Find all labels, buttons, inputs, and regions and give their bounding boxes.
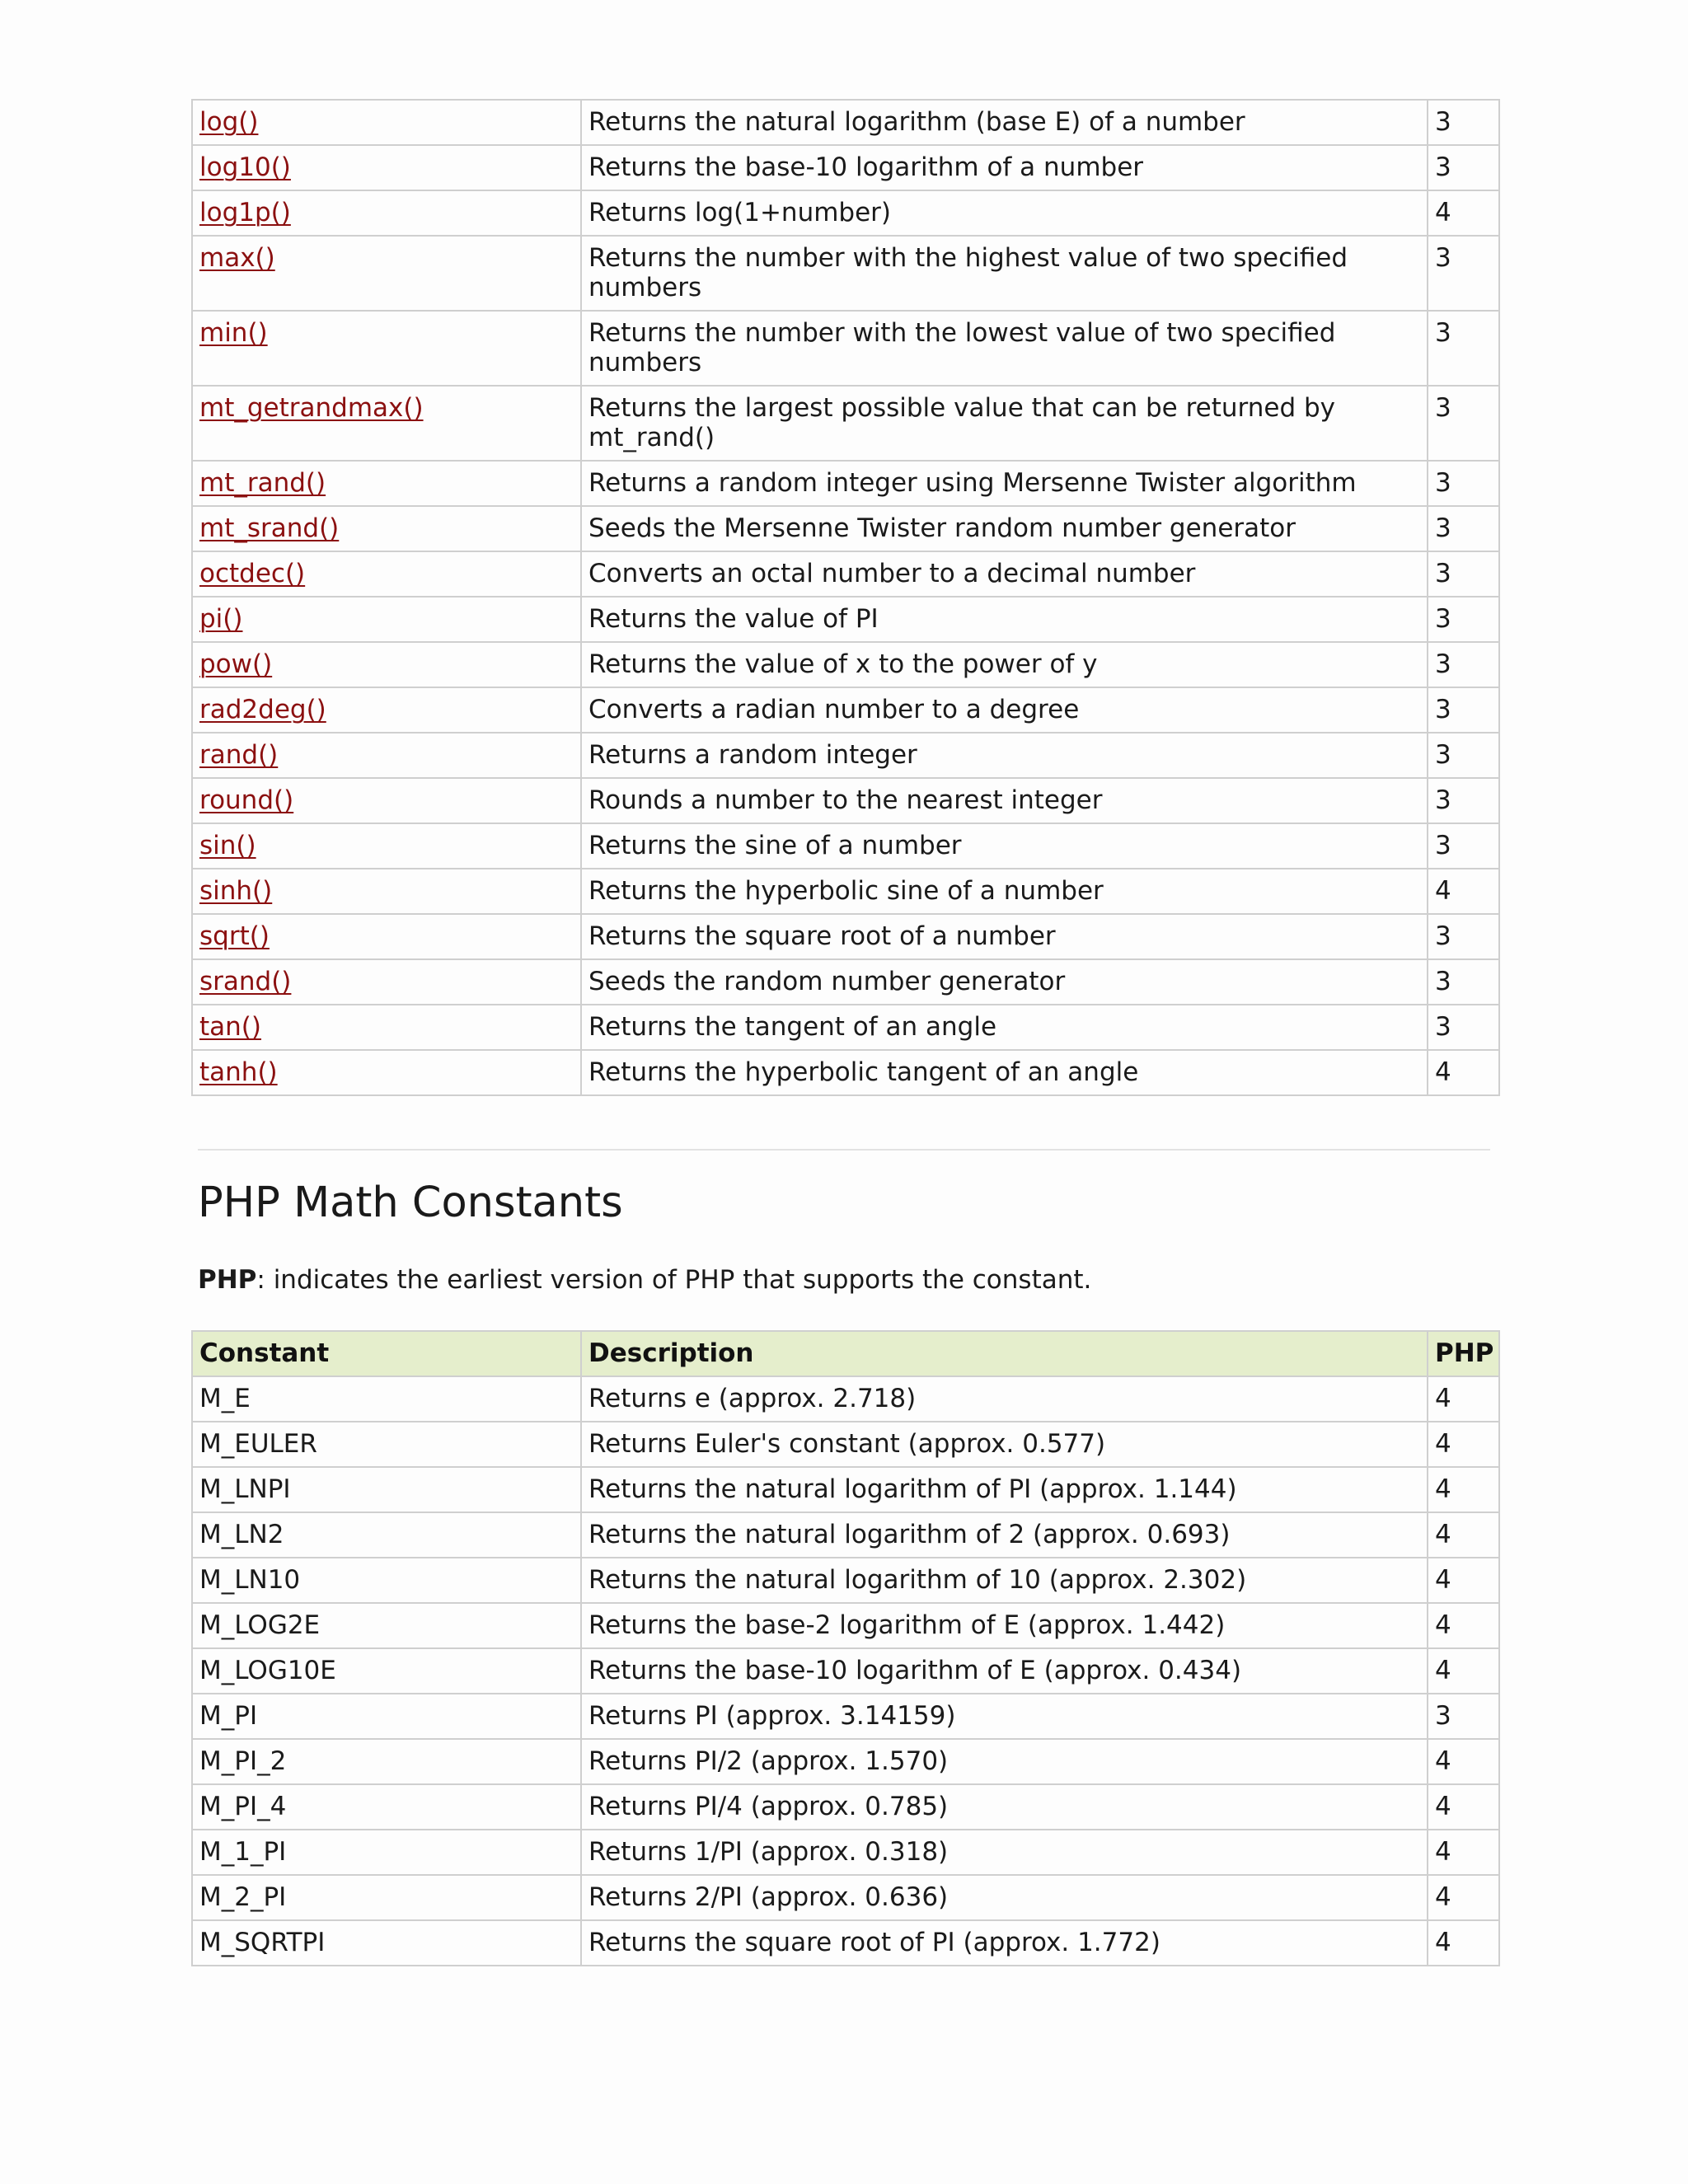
function-description-cell: Returns the value of x to the power of y	[581, 642, 1428, 687]
table-row	[192, 1694, 1499, 1739]
function-name-cell	[192, 823, 581, 869]
php-version-cell: 4	[1428, 1648, 1499, 1694]
php-version-cell: 3	[1428, 506, 1499, 551]
function-link[interactable]: mt_rand()	[199, 468, 326, 498]
table-row	[192, 1512, 1499, 1558]
php-version-cell: 3	[1428, 642, 1499, 687]
function-name-cell	[192, 311, 581, 386]
constant-name-cell: M_LNPI	[192, 1467, 581, 1512]
page-content	[191, 99, 1498, 1966]
function-link[interactable]: mt_srand()	[199, 513, 340, 543]
php-version-cell: 4	[1428, 869, 1499, 914]
table-header-row	[192, 1331, 1499, 1376]
function-description-cell: Returns a random integer using Mersenne Twister algorithm	[581, 461, 1428, 506]
header-description: Description	[581, 1331, 1428, 1376]
function-link[interactable]: mt_getrandmax()	[199, 393, 424, 423]
constant-name-cell: M_1_PI	[192, 1830, 581, 1875]
function-name-cell	[192, 236, 581, 311]
table-row	[192, 1422, 1499, 1467]
php-version-cell: 3	[1428, 236, 1499, 311]
php-note-label: PHP	[198, 1265, 257, 1295]
constant-description-cell: Returns the base-10 logarithm of E (approx. 0.434)	[581, 1648, 1428, 1694]
constant-name-cell: M_LOG10E	[192, 1648, 581, 1694]
constant-description-cell: Returns the square root of PI (approx. 1.772)	[581, 1920, 1428, 1966]
constant-description-cell: Returns the natural logarithm of 2 (approx. 0.693)	[581, 1512, 1428, 1558]
php-version-cell: 3	[1428, 145, 1499, 190]
table-row	[192, 1784, 1499, 1830]
php-version-cell: 4	[1428, 1875, 1499, 1920]
table-row	[192, 386, 1499, 461]
function-description-cell: Returns the base-10 logarithm of a number	[581, 145, 1428, 190]
function-description-cell: Returns the natural logarithm (base E) of a number	[581, 100, 1428, 145]
table-row	[192, 1005, 1499, 1050]
function-name-cell	[192, 959, 581, 1005]
php-version-cell: 3	[1428, 551, 1499, 597]
function-name-cell	[192, 100, 581, 145]
function-link[interactable]: log()	[199, 107, 259, 137]
function-link[interactable]: srand()	[199, 967, 292, 996]
table-row	[192, 311, 1499, 386]
table-row	[192, 236, 1499, 311]
constant-name-cell: M_E	[192, 1376, 581, 1422]
function-name-cell	[192, 1005, 581, 1050]
function-name-cell	[192, 461, 581, 506]
function-name-cell	[192, 386, 581, 461]
function-description-cell: Returns the sine of a number	[581, 823, 1428, 869]
function-description-cell: Returns the value of PI	[581, 597, 1428, 642]
php-version-cell: 3	[1428, 959, 1499, 1005]
table-row	[192, 914, 1499, 959]
table-row	[192, 778, 1499, 823]
function-link[interactable]: tanh()	[199, 1057, 278, 1087]
math-functions-table	[191, 99, 1500, 1096]
table-row	[192, 959, 1499, 1005]
php-version-cell: 4	[1428, 1512, 1499, 1558]
function-link[interactable]: sqrt()	[199, 921, 270, 951]
function-name-cell	[192, 1050, 581, 1095]
table-row	[192, 1648, 1499, 1694]
constant-description-cell: Returns the natural logarithm of 10 (approx. 2.302)	[581, 1558, 1428, 1603]
php-note-text: : indicates the earliest version of PHP that supports the constant.	[256, 1265, 1092, 1295]
table-row	[192, 506, 1499, 551]
section-title: PHP Math Constants	[198, 1179, 623, 1227]
function-link[interactable]: pi()	[199, 604, 243, 634]
php-version-cell: 4	[1428, 1376, 1499, 1422]
function-description-cell: Returns the number with the lowest value of two specified numbers	[581, 311, 1428, 386]
function-link[interactable]: sinh()	[199, 876, 273, 906]
function-link[interactable]: log10()	[199, 152, 291, 182]
table-row	[192, 1830, 1499, 1875]
math-constants-table-body	[192, 1376, 1499, 1966]
constant-description-cell: Returns Euler's constant (approx. 0.577)	[581, 1422, 1428, 1467]
function-name-cell	[192, 687, 581, 733]
constant-name-cell: M_LOG2E	[192, 1603, 581, 1648]
function-description-cell: Converts a radian number to a degree	[581, 687, 1428, 733]
function-link[interactable]: rand()	[199, 740, 279, 770]
table-row	[192, 687, 1499, 733]
php-version-cell: 4	[1428, 1603, 1499, 1648]
function-description-cell: Rounds a number to the nearest integer	[581, 778, 1428, 823]
table-row	[192, 1050, 1499, 1095]
math-functions-table-body	[192, 100, 1499, 1095]
header-php: PHP	[1428, 1331, 1499, 1376]
php-version-cell: 4	[1428, 190, 1499, 236]
php-version-cell: 3	[1428, 823, 1499, 869]
function-name-cell	[192, 869, 581, 914]
function-name-cell	[192, 778, 581, 823]
table-row	[192, 869, 1499, 914]
function-name-cell	[192, 506, 581, 551]
function-description-cell: Returns the square root of a number	[581, 914, 1428, 959]
table-row	[192, 551, 1499, 597]
php-version-cell: 3	[1428, 100, 1499, 145]
constant-name-cell: M_SQRTPI	[192, 1920, 581, 1966]
constant-description-cell: Returns e (approx. 2.718)	[581, 1376, 1428, 1422]
php-version-cell: 3	[1428, 1005, 1499, 1050]
function-name-cell	[192, 733, 581, 778]
table-row	[192, 1875, 1499, 1920]
function-name-cell	[192, 642, 581, 687]
php-version-cell: 3	[1428, 1694, 1499, 1739]
table-row	[192, 100, 1499, 145]
function-description-cell: Seeds the Mersenne Twister random number generator	[581, 506, 1428, 551]
php-version-cell: 4	[1428, 1467, 1499, 1512]
php-version-cell: 4	[1428, 1784, 1499, 1830]
function-link[interactable]: tan()	[199, 1012, 261, 1042]
php-version-cell: 3	[1428, 311, 1499, 386]
constant-description-cell: Returns PI/4 (approx. 0.785)	[581, 1784, 1428, 1830]
constant-name-cell: M_PI_4	[192, 1784, 581, 1830]
table-row	[192, 823, 1499, 869]
function-description-cell: Returns the hyperbolic tangent of an angle	[581, 1050, 1428, 1095]
function-description-cell: Returns the largest possible value that can be returned by mt_rand()	[581, 386, 1428, 461]
php-version-cell: 4	[1428, 1739, 1499, 1784]
function-description-cell: Returns log(1+number)	[581, 190, 1428, 236]
math-constants-table	[191, 1330, 1500, 1966]
table-row	[192, 190, 1499, 236]
table-row	[192, 1467, 1499, 1512]
php-version-cell: 3	[1428, 733, 1499, 778]
constant-name-cell: M_PI_2	[192, 1739, 581, 1784]
function-link[interactable]: log1p()	[199, 198, 291, 227]
php-version-cell: 3	[1428, 386, 1499, 461]
php-version-cell: 3	[1428, 687, 1499, 733]
php-version-cell: 3	[1428, 597, 1499, 642]
php-version-cell: 3	[1428, 914, 1499, 959]
constant-name-cell: M_LN10	[192, 1558, 581, 1603]
php-version-cell: 4	[1428, 1422, 1499, 1467]
table-row	[192, 733, 1499, 778]
function-description-cell: Returns the hyperbolic sine of a number	[581, 869, 1428, 914]
table-row	[192, 1739, 1499, 1784]
function-name-cell	[192, 914, 581, 959]
php-version-cell: 4	[1428, 1830, 1499, 1875]
function-description-cell: Converts an octal number to a decimal number	[581, 551, 1428, 597]
function-link[interactable]: min()	[199, 318, 268, 348]
function-link[interactable]: rad2deg()	[199, 695, 326, 724]
header-constant: Constant	[192, 1331, 581, 1376]
table-row	[192, 1376, 1499, 1422]
function-name-cell	[192, 145, 581, 190]
php-version-cell: 4	[1428, 1558, 1499, 1603]
function-link[interactable]: round()	[199, 785, 294, 815]
constant-name-cell: M_LN2	[192, 1512, 581, 1558]
constant-description-cell: Returns 1/PI (approx. 0.318)	[581, 1830, 1428, 1875]
php-version-cell: 3	[1428, 461, 1499, 506]
constant-name-cell: M_PI	[192, 1694, 581, 1739]
function-description-cell: Returns a random integer	[581, 733, 1428, 778]
function-description-cell: Seeds the random number generator	[581, 959, 1428, 1005]
php-version-cell: 3	[1428, 778, 1499, 823]
function-name-cell	[192, 597, 581, 642]
php-version-cell: 4	[1428, 1050, 1499, 1095]
constant-description-cell: Returns PI/2 (approx. 1.570)	[581, 1739, 1428, 1784]
function-link[interactable]: pow()	[199, 649, 273, 679]
function-name-cell	[192, 190, 581, 236]
php-version-cell: 4	[1428, 1920, 1499, 1966]
table-row	[192, 1558, 1499, 1603]
section-divider	[198, 1149, 1490, 1151]
table-row	[192, 597, 1499, 642]
function-link[interactable]: octdec()	[199, 559, 306, 588]
constant-description-cell: Returns 2/PI (approx. 0.636)	[581, 1875, 1428, 1920]
php-version-note	[198, 1264, 1498, 1296]
table-row	[192, 1603, 1499, 1648]
table-row	[192, 1920, 1499, 1966]
table-row	[192, 145, 1499, 190]
constant-name-cell: M_2_PI	[192, 1875, 581, 1920]
function-description-cell: Returns the number with the highest value of two specified numbers	[581, 236, 1428, 311]
function-description-cell: Returns the tangent of an angle	[581, 1005, 1428, 1050]
constant-name-cell: M_EULER	[192, 1422, 581, 1467]
constant-description-cell: Returns the natural logarithm of PI (approx. 1.144)	[581, 1467, 1428, 1512]
table-row	[192, 642, 1499, 687]
function-link[interactable]: max()	[199, 243, 275, 273]
constant-description-cell: Returns PI (approx. 3.14159)	[581, 1694, 1428, 1739]
function-link[interactable]: sin()	[199, 831, 256, 860]
function-name-cell	[192, 551, 581, 597]
table-row	[192, 461, 1499, 506]
constant-description-cell: Returns the base-2 logarithm of E (approx. 1.442)	[581, 1603, 1428, 1648]
